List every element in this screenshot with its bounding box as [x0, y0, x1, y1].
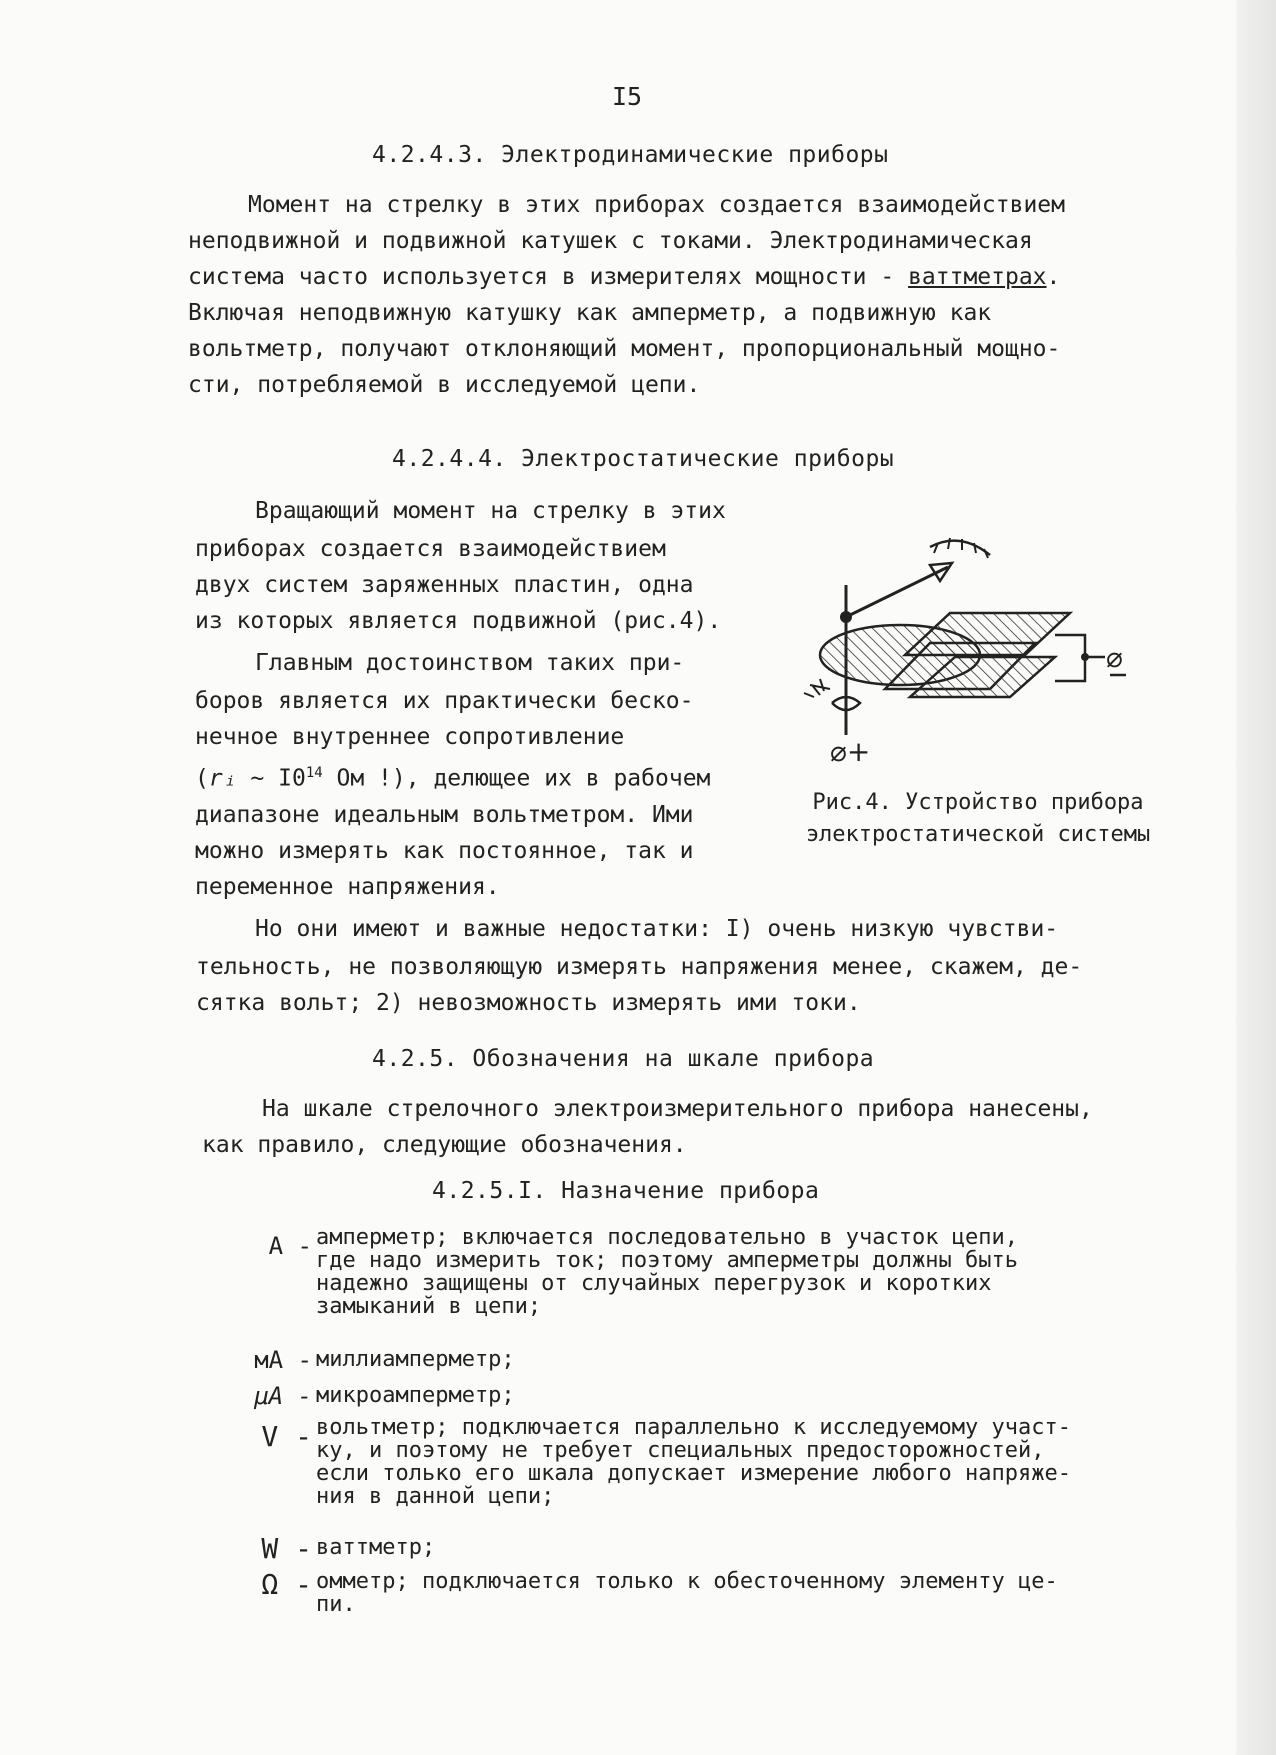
- text-line: Главным достоинством таких при-: [255, 650, 685, 676]
- item-line: замыканий в цепи;: [316, 1294, 542, 1319]
- caption-line: электростатической системы: [805, 822, 1151, 847]
- pointer-arrow: [846, 567, 948, 617]
- item-line: миллиамперметр;: [316, 1347, 515, 1372]
- item-line: ку, и поэтому не требует специальных предосторожностей,: [316, 1438, 1045, 1463]
- symbol-microammeter: μА -: [254, 1382, 312, 1410]
- symbol-wattmeter: W -: [261, 1532, 312, 1565]
- section-heading-purpose: 4.2.5.I. Назначение прибора: [432, 1178, 820, 1204]
- paragraph-electrostatic-1-first: [255, 496, 726, 526]
- terminal-minus-label: ⌀: [1106, 641, 1123, 674]
- exponent: 14: [305, 765, 323, 781]
- terminal-plus-label: ⌀+: [830, 735, 871, 768]
- text-line: сти, потребляемой в исследуемой цепи.: [188, 372, 701, 398]
- text-line: Включая неподвижную катушку как амперметр, а подвижную как: [188, 300, 992, 326]
- text-line: можно измерять как постоянное, так и: [195, 837, 694, 864]
- text-line: На шкале стрелочного электроизмерительного прибора нанесены,: [262, 1096, 1093, 1122]
- resistance-symbol: rᵢ: [208, 765, 237, 792]
- section-heading-electrostatic: 4.2.4.4. Электростатические приборы: [392, 446, 895, 472]
- text-line: как правило, следующие обозначения.: [202, 1132, 687, 1158]
- symbol-ohmmeter: Ω -: [261, 1568, 312, 1601]
- item-milliammeter: [316, 1348, 515, 1371]
- item-line: микроамперметр;: [316, 1383, 515, 1408]
- figure-caption: [778, 787, 1178, 851]
- paragraph-electrostatic-2: [195, 686, 710, 902]
- period: .: [1046, 264, 1061, 290]
- text-line: сятка вольт; 2) невозможность измерять ими токи.: [196, 990, 861, 1016]
- text-line: неподвижной и подвижной катушек с токами. Электродинамическая: [188, 228, 1033, 254]
- text-line: переменное напряжения.: [195, 873, 500, 900]
- resistance-line: [195, 758, 710, 794]
- ground-mark: [804, 679, 830, 697]
- paren: (: [195, 765, 209, 792]
- text-line: приборах создается взаимодействием: [195, 536, 666, 562]
- item-ammeter: [316, 1226, 1018, 1318]
- text-line: нечное внутреннее сопротивление: [195, 724, 625, 750]
- scale-arc: [930, 541, 990, 555]
- item-line: где надо измерить ток; поэтому амперметры должны быть: [316, 1248, 1018, 1273]
- unit-text: Ом !), делющее их в рабочем: [322, 765, 711, 792]
- paragraph-electrodynamic-cont: [188, 226, 1060, 400]
- text-line: Вращающий момент на стрелку в этих: [255, 498, 726, 524]
- terminal-wire: [1055, 635, 1085, 681]
- text-line: из которых является подвижной (рис.4).: [195, 608, 722, 634]
- item-wattmeter: [316, 1536, 435, 1559]
- item-ohmmeter: [316, 1570, 1058, 1616]
- text-line: боров является их практически беско-: [195, 688, 694, 714]
- paragraph-electrostatic-1: [195, 534, 721, 636]
- text-fragment: система часто используется в измерителях мощности -: [188, 264, 909, 290]
- paragraph-drawbacks: [196, 952, 1082, 1018]
- text-line: тельность, не позволяющую измерять напряжения менее, скажем, де-: [196, 954, 1083, 980]
- symbol-milliammeter: мА -: [254, 1346, 312, 1374]
- item-line: если только его шкала допускает измерение любого напряже-: [316, 1461, 1071, 1486]
- item-line: вольтметр; подключается параллельно к исследуемому участ-: [316, 1415, 1071, 1440]
- fixed-plate-upper: [905, 613, 1070, 655]
- symbol-ammeter: А -: [268, 1232, 312, 1260]
- item-microammeter: [316, 1384, 515, 1407]
- underlined-term: ваттметрах: [908, 264, 1047, 290]
- paragraph-electrodynamic: [248, 190, 1065, 220]
- text-line: [188, 262, 1060, 292]
- section-heading-electrodynamic: 4.2.4.3. Электродинамические приборы: [372, 142, 889, 168]
- electrostatic-device-figure: [780, 525, 1180, 785]
- item-line: надежно защищены от случайных перегрузок и коротких: [316, 1271, 992, 1296]
- item-line: пи.: [316, 1592, 356, 1617]
- caption-line: Рис.4. Устройство прибора: [812, 790, 1144, 815]
- symbol-voltmeter: V -: [261, 1420, 312, 1453]
- page-number: I5: [612, 82, 643, 111]
- approx-value: ~ I0: [236, 765, 306, 792]
- text-line: диапазоне идеальным вольтметром. Ими: [195, 801, 694, 828]
- paragraph-electrostatic-2-first: [255, 648, 684, 678]
- section-heading-scale-markings: 4.2.5. Обозначения на шкале прибора: [372, 1046, 875, 1072]
- paragraph-scale: [202, 1130, 687, 1160]
- text-line: Момент на стрелку в этих приборах создается взаимодействием: [248, 192, 1065, 218]
- text-line: Но они имеют и важные недостатки: I) очень низкую чувстви-: [255, 916, 1059, 942]
- junction-dot: [1081, 653, 1089, 661]
- paragraph-scale-first: [262, 1094, 1093, 1124]
- item-line: омметр; подключается только к обесточенному элементу це-: [316, 1569, 1058, 1594]
- item-line: ния в данной цепи;: [316, 1484, 555, 1509]
- paragraph-drawbacks-first: [255, 914, 1058, 944]
- item-line: ваттметр;: [316, 1535, 436, 1560]
- text-line: вольтметр, получают отклоняющий момент, пропорциональный мощно-: [188, 336, 1061, 362]
- item-voltmeter: [316, 1416, 1071, 1508]
- item-line: амперметр; включается последовательно в участок цепи,: [316, 1225, 1018, 1250]
- text-line: двух систем заряженных пластин, одна: [195, 572, 694, 598]
